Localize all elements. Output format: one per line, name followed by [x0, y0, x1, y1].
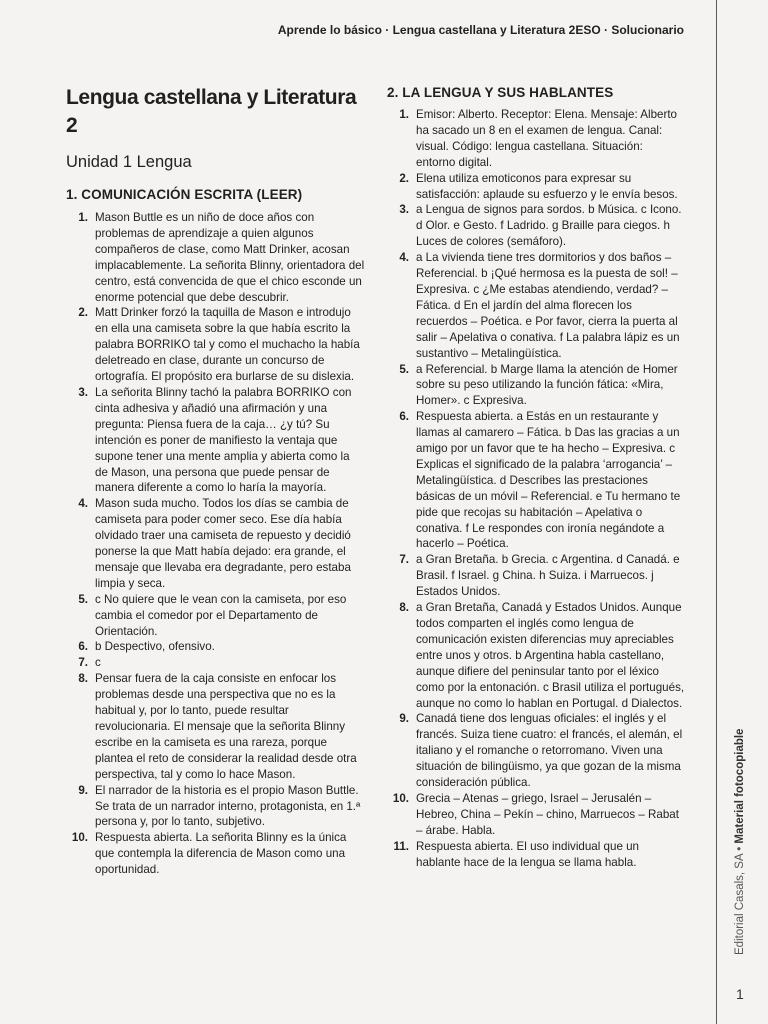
answer-text: a Lengua de signos para sordos. b Música. c Icono. d Olor. e Gesto. f Ladrido. g Braille para ciegos. h Luces de colores (semáforo).	[416, 203, 682, 249]
answer-list-right	[387, 107, 685, 871]
answer-text: Mason suda mucho. Todos los días se cambia de camiseta para poder comer seco. Ese día había olvidado traer una camiseta de repuesto y decidió ponerse la que Matt había dejado: era grande, el mensaje que llevaba era degradante, pero estaba limpia y seca.	[95, 497, 351, 590]
answer-text: a Gran Bretaña. b Grecia. c Argentina. d Canadá. e Brasil. f Israel. g China. h Suiza. i Marruecos. j Estados Unidos.	[416, 553, 680, 599]
answer-item	[66, 671, 365, 782]
answer-number: 2.	[399, 171, 409, 185]
answer-item	[387, 362, 685, 410]
answer-number: 10.	[71, 831, 88, 845]
answer-item	[66, 592, 365, 640]
left-column	[66, 84, 365, 878]
copyright-note	[734, 729, 746, 955]
answer-number: 1.	[78, 211, 88, 224]
answer-text: El narrador de la historia es el propio Mason Buttle. Se trata de un narrador interno, protagonista, en 1.ª persona y, por lo tanto, subjetivo.	[95, 783, 361, 829]
answer-list-left	[66, 210, 365, 878]
answer-item	[66, 830, 365, 878]
answer-text: b Despectivo, ofensivo.	[95, 640, 215, 654]
answer-text: Emisor: Alberto. Receptor: Elena. Mensaje: Alberto ha sacado un 8 en el examen de lengua. Canal: visual. Código: lengua castellana. Situación: entorno digital.	[416, 108, 677, 169]
answer-number: 3.	[399, 203, 409, 217]
answer-item	[387, 711, 685, 791]
answer-number: 4.	[399, 251, 409, 265]
answer-text: Respuesta abierta. El uso individual que un hablante hace de la lengua se llama habla.	[416, 839, 640, 869]
answer-item	[387, 600, 685, 711]
answer-item	[66, 496, 365, 591]
answer-number: 5.	[399, 362, 409, 376]
answer-item	[387, 107, 685, 171]
answer-item	[387, 791, 685, 839]
answer-text: Elena utiliza emoticonos para expresar su satisfacción: aplaude su esfuerzo y le envía besos.	[416, 171, 678, 201]
right-column	[387, 84, 685, 871]
answer-text: Respuesta abierta. a Estás en un restaurante y llamas al camarero – Fática. b Das las gracias a un amigo por un favor que te ha hecho – Expresiva. c Explicas el significado de la palabra ‘arrogancia’ – Metalingüística. d Describes las prestaciones básicas de un móvil – Referencial. e Tu hermano te pide que recojas su habitación – Apelativa o conativa. f Le respondes con ironía negándote a hacerlo – Poética.	[416, 410, 681, 551]
answer-text: Canadá tiene dos lenguas oficiales: el inglés y el francés. Suiza tiene cuatro: el francés, el alemán, el italiano y el romanche o retorromano. Viven una situación de bilingüismo, ya que gozan de la misma consideración pública.	[416, 712, 683, 790]
answer-number: 6.	[399, 410, 409, 424]
answer-text: Pensar fuera de la caja consiste en enfocar los problemas desde una perspectiva que no es la habitual y, por lo tanto, puede resultar revolucionaria. El mensaje que la señorita Blinny escribe en la camiseta es una rareza, porque plantea el reto de considerar la realidad desde otra perspectiva, tal y como lo hace Mason.	[95, 672, 357, 781]
answer-item	[66, 783, 365, 831]
answer-item	[66, 385, 365, 496]
answer-item	[387, 552, 685, 600]
answer-item	[66, 639, 365, 655]
answer-number: 5.	[78, 592, 88, 606]
answer-text: c	[95, 656, 101, 670]
answer-text: Grecia – Atenas – griego, Israel – Jerusalén – Hebreo, China – Pekín – chino, Marruecos – Rabat – árabe. Habla.	[416, 791, 679, 837]
answer-item	[387, 839, 685, 871]
answer-number: 3.	[78, 385, 88, 399]
page-number: 1	[736, 986, 744, 1002]
answer-item	[387, 171, 685, 203]
running-header: Aprende lo básico · Lengua castellana y Literatura 2ESO · Solucionario	[277, 23, 684, 37]
answer-text: a Gran Bretaña, Canadá y Estados Unidos. Aunque todos comparten el inglés como lengua de comunicación existen diferencias muy apreciables entre unos y otros. b Argentina habla castellano, aunque difiere del peninsular tanto por el léxico como por la entonación. c Brasil utiliza el portugués, aunque no como lo hablan en Portugal. d Dialectos.	[416, 601, 685, 710]
answer-text: Respuesta abierta. La señorita Blinny es la única que contempla la diferencia de Mason como una oportunidad.	[95, 831, 347, 877]
answer-number: 10.	[392, 791, 409, 805]
answer-number: 2.	[78, 306, 88, 320]
answer-number: 9.	[399, 712, 409, 726]
margin-rule	[716, 0, 717, 1024]
answer-number: 7.	[399, 553, 409, 567]
answer-number: 8.	[78, 672, 88, 686]
unit-title: Unidad 1 Lengua	[66, 153, 192, 171]
section-title-comunicacion: 1. COMUNICACIÓN ESCRITA (LEER)	[66, 187, 303, 202]
section-title-lengua-hablantes: 2. LA LENGUA Y SUS HABLANTES	[387, 85, 614, 100]
answer-item	[66, 210, 365, 305]
answer-number: 6.	[78, 640, 88, 654]
answer-item	[387, 250, 685, 361]
answer-number: 4.	[78, 497, 88, 511]
answer-number: 7.	[78, 656, 88, 670]
separator-dot: •	[734, 846, 746, 851]
answer-number: 8.	[399, 601, 409, 615]
photocopiable-label: Material fotocopiable	[734, 728, 746, 844]
answer-item	[66, 305, 365, 385]
answer-text: c No quiere que le vean con la camiseta, por eso cambia el comedor por el Departamento de Orientación.	[95, 592, 347, 638]
answer-text: La señorita Blinny tachó la palabra BORRIKO con cinta adhesiva y añadió una afirmación y una pregunta: Piensa fuera de la caja… ¿y tú? Su intención es poner de manifiesto la ventaja que supone tener una mente amplia y abierta como la de Mason, una persona que puede pensar de manera diferente a como lo haría la mayoría.	[95, 385, 352, 495]
answer-item	[387, 202, 685, 250]
page-title: Lengua castellana y Literatura 2	[66, 86, 357, 137]
answer-item	[66, 655, 365, 671]
answer-text: a Referencial. b Marge llama la atención de Homer sobre su peso utilizando la función fática: «Mira, Homer». c Expresiva.	[416, 362, 678, 408]
answer-text: Matt Drinker forzó la taquilla de Mason e introdujo en ella una camiseta sobre la que había escrito la palabra BORRIKO tal y como el muchacho la había deletreado en clase, durante un concurso de ortografía. El propósito era burlarse de su dislexia.	[95, 306, 360, 384]
answer-number: 1.	[399, 108, 409, 121]
answer-number: 11.	[393, 839, 409, 853]
answer-text: a La vivienda tiene tres dormitorios y dos baños – Referencial. b ¡Qué hermosa es la puesta de sol! – Expresiva. c ¿Me estabas atendiendo, verdad? – Fática. d En el jardín del alma florecen los recuerdos – Poética. e Por favor, cierra la puerta al salir – Apelativa o conativa. f La palabra lápiz es un sustantivo – Metalingüística.	[416, 251, 680, 360]
answer-text: Mason Buttle es un niño de doce años con problemas de aprendizaje a quien algunos compañeros de clase, como Matt Drinker, acosan implacablemente. La señorita Blinny, orientadora del centro, está convencida de que el chico esconde un enorme potencial que debe descubrir.	[95, 211, 365, 304]
answer-item	[387, 409, 685, 552]
answer-number: 9.	[78, 783, 88, 797]
publisher-name: Editorial Casals, SA	[734, 854, 746, 955]
